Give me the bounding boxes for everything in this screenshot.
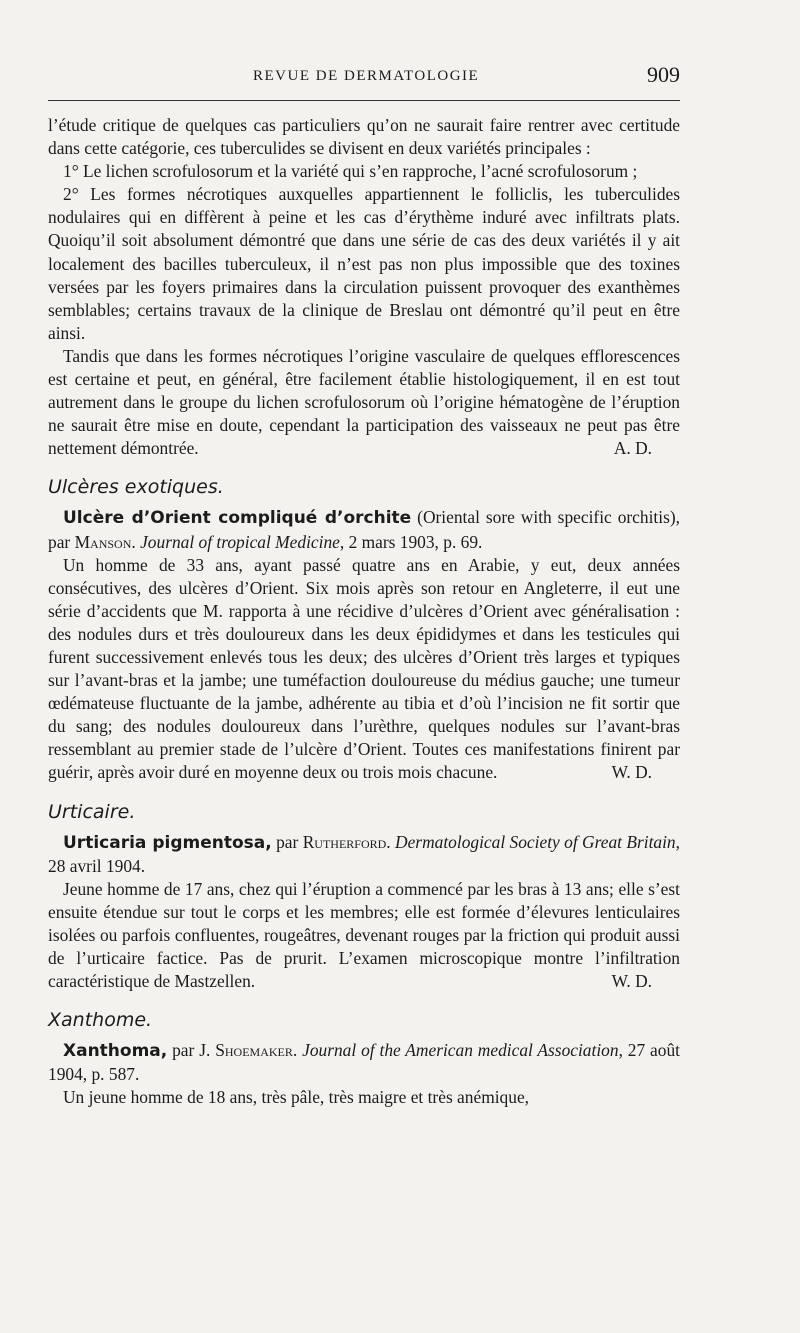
header-rule [48, 100, 680, 101]
section-heading: Urticaire. [48, 800, 136, 823]
entry-ref-text: . [131, 531, 141, 552]
page-body [48, 114, 680, 1109]
author-initials: A. D. [613, 438, 652, 459]
paragraph: Un jeune homme de 18 ans, très pâle, très maigre et très anémique, [63, 1087, 530, 1108]
entry-title: Ulcère d’Orient compliqué d’orchite [63, 508, 412, 529]
entry-ref-text: , 2 mars 1903, p. 69. [339, 531, 483, 552]
running-title: REVUE DE DERMATOLOGIE [253, 68, 480, 84]
entry-ref-text: (Oriental sore with specific orchitis), par [48, 507, 681, 552]
section-heading: Ulcères exotiques. [48, 476, 224, 499]
section-heading: Xanthome. [48, 1009, 153, 1032]
paragraph [48, 345, 680, 460]
entry-ref-text: par J. [167, 1040, 216, 1061]
entry-author: Manson [74, 531, 132, 552]
entry-title: Urticaria pigmentosa, [63, 832, 272, 853]
author-initials: W. D. [611, 762, 652, 783]
entry-ref-text: par [271, 831, 303, 852]
entry-ref-text: , 27 août 1904, p. 587. [48, 1040, 680, 1085]
bibliographic-entry [48, 831, 680, 878]
paragraph: 1° Le lichen scrofulosorum et la variété qui s’en rapproche, l’acné scrofulosorum ; [63, 161, 638, 182]
paragraph-text: Tandis que dans les formes nécrotiques l’origine vasculaire de quelques efflorescences est certaine et peut, en général, être facilement établie histologiquement, il en est tout autrement dans le groupe du lichen scrofulosorum où l’origine hématogène de l’éruption ne saurait être mise en doute, cependant la participation des vaisseaux ne peut pas être nettement démontrée. [48, 345, 680, 459]
bibliographic-entry [48, 1039, 680, 1086]
entry-author: Shoemaker [215, 1040, 293, 1061]
entry-ref-text: . [292, 1040, 303, 1061]
entry-journal: Journal of the American medical Association [302, 1040, 619, 1061]
author-initials: W. D. [611, 971, 652, 992]
entry-author: Rutherford [302, 831, 387, 852]
bibliographic-entry [48, 506, 680, 553]
page-number: 909 [647, 62, 680, 87]
paragraph: l’étude critique de quelques cas particuliers qu’on ne saurait faire rentrer avec certitude dans cette catégorie, ces tuberculides se divisent en deux variétés principales : [48, 115, 680, 159]
entry-title: Xanthoma, [63, 1041, 168, 1062]
paragraph [48, 554, 680, 785]
paragraph-text: Un homme de 33 ans, ayant passé quatre ans en Arabie, y eut, deux années consécutives, des ulcères d’Orient. Six mois après son retour en Angleterre, il eut une série d’accidents que M. rapporta à une récidive d’ulcères d’Orient avec généralisation : des nodules durs et très douloureux dans les deux épididymes et dans les testicules qui furent successivement enlevés tous les deux; des ulcères d’Orient très larges et typiques sur l’avant-bras et la jambe; une tuméfaction douloureuse du médius gauche; une tumeur œdémateuse fluctuante de la jambe, adhérente au tibia et d’où l’incision ne fit sortir que du sang; des nodules douloureux dans l’urèthre, quelques nodules sur l’avant-bras ressemblant au premier stade de l’ulcère d’Orient. Toutes ces manifestations finirent par guérir, après avoir duré en moyenne deux ou trois mois chacune. [48, 554, 680, 783]
entry-journal: Dermatological Society of Great Britain [395, 831, 676, 852]
paragraph [48, 878, 680, 993]
paragraph-text: Jeune homme de 17 ans, chez qui l’éruption a commencé par les bras à 13 ans; elle s’est ensuite étendue sur tout le corps et les membres; elle est formée d’élevures lenticulaires isolées ou parfois confluentes, rougeâtres, devenant rouges par la friction qui produit aussi de l’urticaire factice. Pas de prurit. L’examen microscopique montre l’infiltration caractéristique de Mastzellen. [48, 878, 680, 992]
entry-journal: Journal of tropical Medicine [140, 531, 340, 552]
entry-ref-text: , 28 avril 1904. [48, 831, 680, 876]
running-header [48, 60, 680, 100]
paragraph: 2° Les formes nécrotiques auxquelles appartiennent le folliclis, les tuberculides nodulaires qui en diffèrent à peine et les cas d’érythème induré avec infiltrats plats. Quoiqu’il soit absolument démontré que dans une série de cas des deux variétés il y ait localement des bacilles tuberculeux, il n’est pas non plus impossible que des toxines versées par les foyers primaires dans la circulation puissent provoquer des exanthèmes semblables; certains travaux de la clinique de Breslau ont démontré qu’il peut en être ainsi. [48, 184, 680, 343]
entry-ref-text: . [386, 831, 396, 852]
